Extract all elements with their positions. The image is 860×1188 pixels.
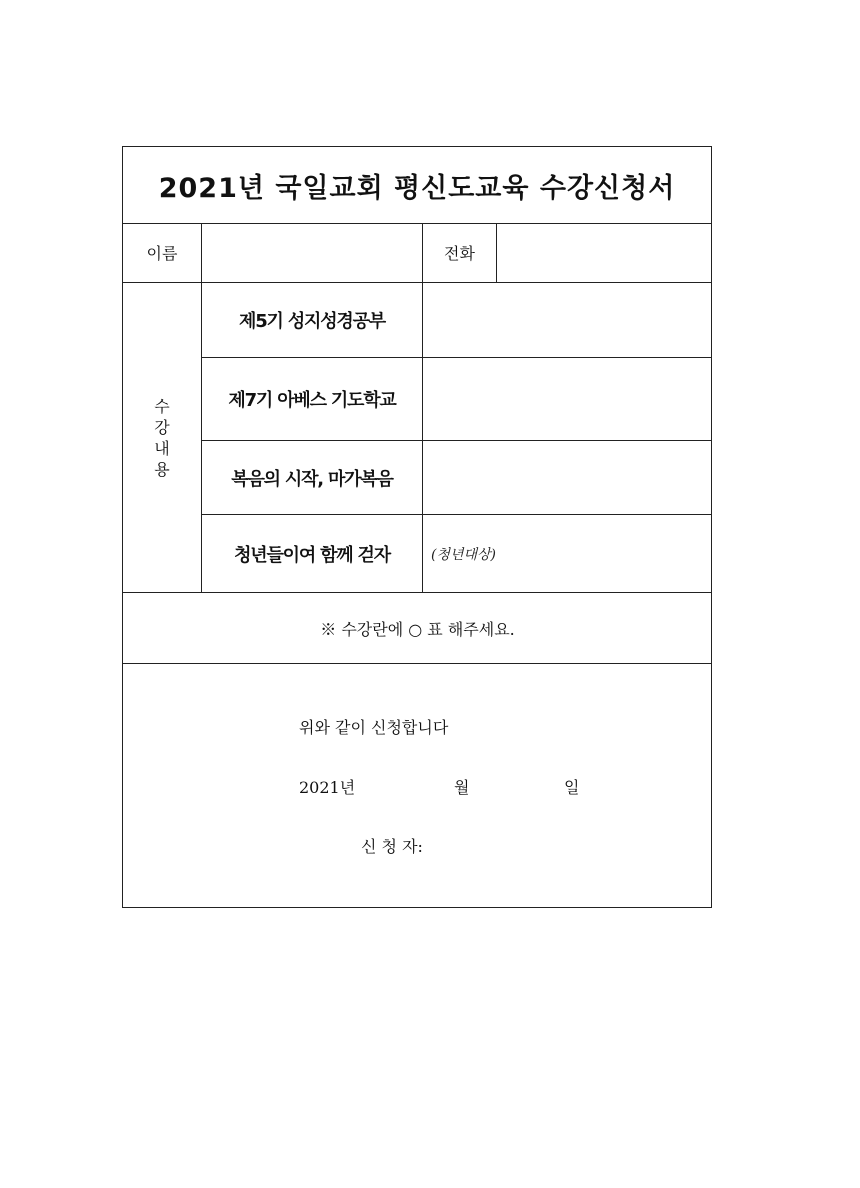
- divider: [123, 663, 712, 664]
- course-note: (청년대상): [431, 546, 497, 563]
- course-section-label: [123, 283, 201, 592]
- course-name: 청년들이여 함께 걷자: [234, 544, 390, 566]
- phone-field[interactable]: [497, 223, 712, 282]
- course-section-char: 용: [154, 459, 170, 479]
- phone-label: 전화: [444, 244, 475, 263]
- year-text: 2021년: [299, 778, 356, 797]
- month-label: 월: [454, 778, 470, 797]
- name-label: 이름: [146, 244, 178, 263]
- course-section-char: 내: [154, 438, 170, 458]
- form-title: 2021년 국일교회 평신도교육 수강신청서: [158, 172, 676, 204]
- course-section-char: 강: [154, 417, 170, 437]
- notice-text: ※ 수강란에 ○ 표 해주세요.: [320, 619, 515, 639]
- course-section-char: 수: [154, 396, 170, 416]
- course-check-cell[interactable]: [423, 283, 712, 357]
- name-field[interactable]: [202, 223, 422, 282]
- course-check-cell[interactable]: [423, 515, 712, 592]
- course-check-cell[interactable]: [423, 441, 712, 514]
- course-name: 복음의 시작, 마가복음: [231, 468, 393, 490]
- applicant-label: 신 청 자:: [361, 837, 423, 856]
- day-label: 일: [564, 778, 580, 797]
- application-form: [122, 146, 712, 908]
- course-check-cell[interactable]: [423, 358, 712, 440]
- course-name: 제5기 성지성경공부: [239, 311, 385, 332]
- course-name: 제7기 아베스 기도학교: [228, 390, 396, 411]
- application-statement: 위와 같이 신청합니다: [299, 718, 449, 737]
